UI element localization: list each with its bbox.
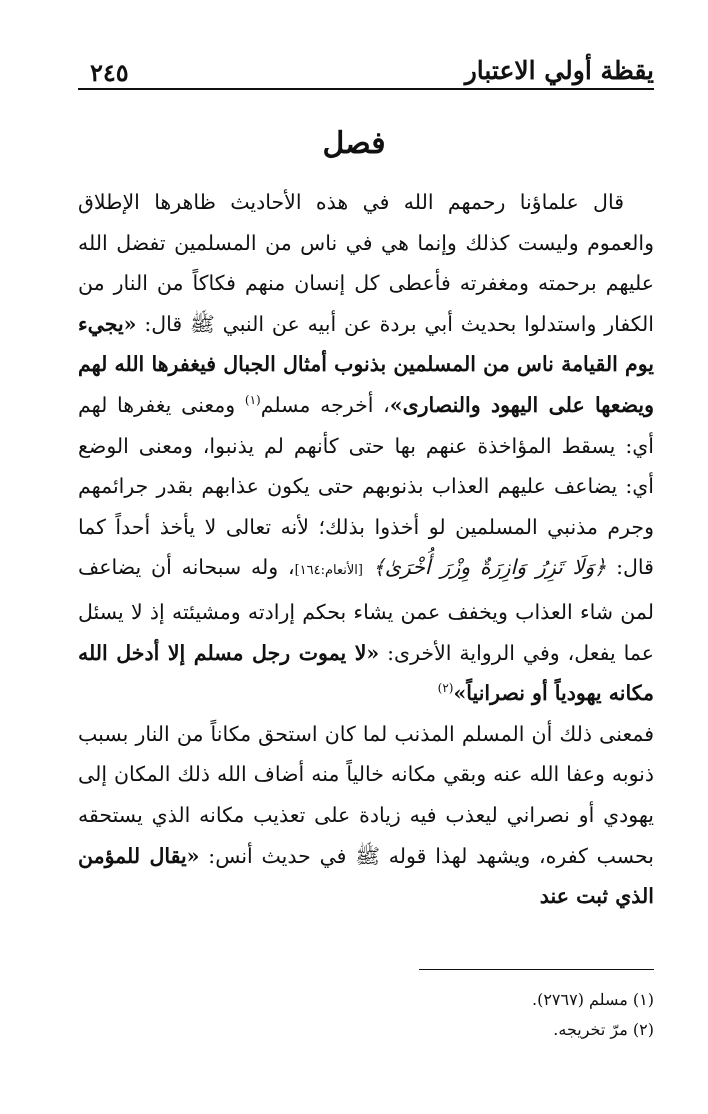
footnote-2: (٢) مرّ تخريجه. bbox=[553, 1020, 654, 1039]
quran-verse: ﴿وَلَا تَزِرُ وَازِرَةٌ وِزْرَ أُخْرَىٰ﴾ bbox=[372, 555, 607, 580]
text-segment: فمعنى ذلك أن المسلم المذنب لما كان استحق مكاناً من النار بسبب ذنوبه وعفا الله عنه وبقي مكانه خالياً منه أضاف الله ذلك المكان إلى يهودي أو نصراني ليعذب فيه زيادة على تعذيب مكانه الذي يستحقه بحسب كفره، ويشهد لهذا قوله ﷺ في حديث أنس: bbox=[78, 721, 654, 868]
verse-reference: [الأنعام:١٦٤] bbox=[294, 563, 363, 579]
footnote-1: (١) مسلم (٢٧٦٧). bbox=[532, 990, 654, 1009]
running-title: يقظة أولي الاعتبار bbox=[464, 56, 654, 85]
footnote-marker[interactable]: (٢) bbox=[437, 681, 454, 696]
text-segment: ومعنى يغفرها لهم أي: يسقط المؤاخذة عنهم بها حتى كأنهم لم يذنبوا، ومعنى الوضع أي: يضاعف عليهم العذاب بذنوبهم حتى يكون عذابهم بقدر جرائمهم وجرم مذنبي المسلمين لو أخذوا بذلك؛ لأنه تعالى لا يأخذ أحداً كما قال: bbox=[78, 392, 654, 580]
page-number: ٢٤٥ bbox=[90, 58, 129, 87]
page-header bbox=[78, 52, 654, 90]
hadith-quote: «لا يموت رجل مسلم إلا أدخل الله مكانه يهودياً أو نصرانياً» bbox=[78, 640, 654, 706]
text-segment: ، أخرجه مسلم bbox=[260, 392, 390, 417]
section-title: فصل bbox=[322, 126, 386, 161]
paragraph-1 bbox=[78, 182, 654, 714]
body-text bbox=[78, 182, 654, 917]
hadith-quote: «يقال للمؤمن الذي ثبت عند bbox=[78, 843, 654, 909]
text-segment: قال علماؤنا رحمهم الله في هذه الأحاديث ظاهرها الإطلاق والعموم وليست كذلك وإنما هي في ناس من المسلمين تفضل الله عليهم برحمته ومغفرته فأعطى كل إنسان منهم فكاكاً من النار من الكفار واستدلوا بحديث أبي بردة عن أبيه عن النبي ﷺ قال: bbox=[78, 190, 654, 336]
paragraph-2 bbox=[78, 714, 654, 917]
footnotes bbox=[78, 985, 654, 1045]
hadith-quote: «يجيء يوم القيامة ناس من المسلمين بذنوب أمثال الجبال فيغفرها الله لهم ويضعها على اليهود والنصارى» bbox=[78, 311, 654, 417]
footnote-divider bbox=[419, 969, 654, 970]
footnote-marker[interactable]: (١) bbox=[244, 393, 261, 408]
text-segment: ، وله سبحانه أن يضاعف لمن شاء العذاب ويخفف عمن يشاء بحكم إرادته ومشيئته إذ لا يسئل عما يفعل، وفي الرواية الأخرى: bbox=[78, 555, 654, 665]
